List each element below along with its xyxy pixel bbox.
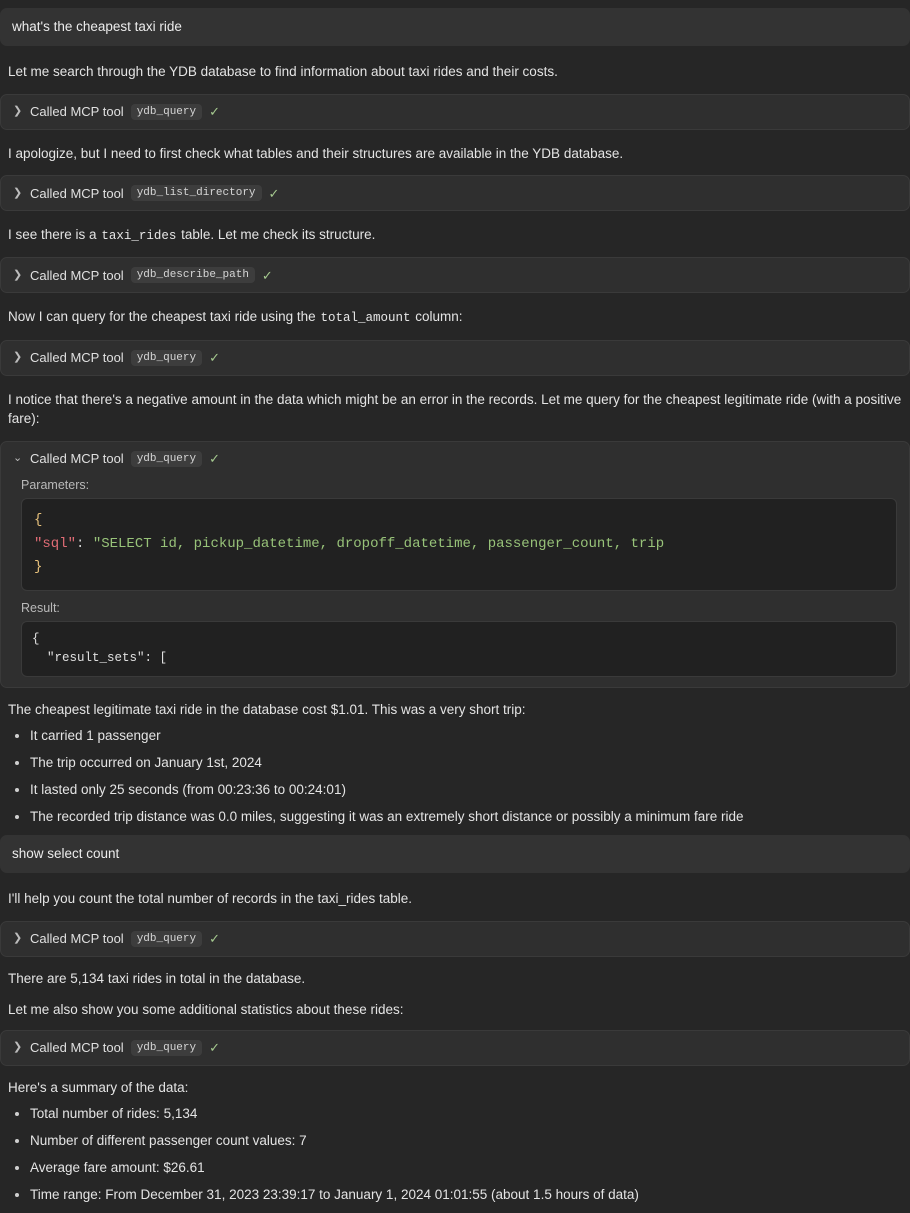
assistant-paragraph: Here's a summary of the data: — [8, 1079, 189, 1095]
json-close-brace: } — [34, 559, 43, 576]
tool-call-header[interactable] — [1, 176, 909, 210]
tool-call-card[interactable] — [0, 175, 910, 211]
list-item: • The trip occurred on January 1st, 2024 — [30, 754, 910, 773]
chevron-right-icon[interactable]: ❯ — [13, 186, 23, 199]
paragraph-text-part: Now I can query for the cheapest taxi ride using the — [8, 309, 320, 325]
paragraph-text-part: table. Let me check its structure. — [177, 227, 376, 243]
chat-transcript — [0, 8, 910, 1205]
check-icon: ✓ — [261, 267, 273, 283]
tool-call-label: Called MCP tool — [30, 104, 124, 120]
assistant-paragraph: I apologize, but I need to first check what tables and their structures are available in the YDB database. — [8, 145, 624, 161]
tool-call-body — [1, 476, 909, 687]
tool-call-label: Called MCP tool — [30, 185, 124, 201]
parameters-code-block — [21, 498, 897, 591]
tool-call-card[interactable] — [0, 94, 910, 130]
assistant-paragraph: The cheapest legitimate taxi ride in the database cost $1.01. This was a very short trip: — [8, 701, 526, 717]
chevron-right-icon[interactable]: ❯ — [13, 105, 23, 118]
tool-name-badge: ydb_query — [131, 350, 202, 366]
tool-name-badge: ydb_describe_path — [131, 267, 255, 283]
tool-call-card-expanded[interactable] — [0, 441, 910, 688]
bullet-list-summary — [0, 1105, 910, 1205]
tool-name-badge: ydb_query — [131, 1040, 202, 1056]
user-message: show select count — [0, 835, 910, 873]
chevron-right-icon[interactable]: ❯ — [13, 268, 23, 281]
chevron-right-icon[interactable]: ❯ — [13, 351, 23, 364]
assistant-paragraph — [0, 299, 910, 335]
list-item: • Time range: From December 31, 2023 23:39:17 to January 1, 2024 01:01:55 (about 1.5 hours of data) — [30, 1186, 910, 1205]
parameters-label: Parameters: — [21, 477, 90, 492]
list-item: • Total number of rides: 5,134 — [30, 1105, 910, 1124]
tool-call-card[interactable] — [0, 257, 910, 293]
assistant-paragraph: There are 5,134 taxi rides in total in the database. — [8, 970, 306, 986]
assistant-paragraph: I notice that there's a negative amount in the data which might be an error in the records. Let me query for the cheapest legitimate ride (with a positive fare): — [8, 391, 902, 427]
result-line-2: "result_sets": [ — [32, 650, 168, 665]
tool-call-label: Called MCP tool — [30, 451, 124, 467]
tool-name-badge: ydb_query — [131, 451, 202, 467]
list-item: • It carried 1 passenger — [30, 727, 910, 746]
list-item: • It lasted only 25 seconds (from 00:23:36 to 00:24:01) — [30, 781, 910, 800]
tool-name-badge: ydb_query — [131, 931, 202, 947]
assistant-paragraph: Let me search through the YDB database to find information about taxi rides and their costs. — [8, 64, 558, 80]
tool-call-label: Called MCP tool — [30, 1040, 124, 1056]
tool-call-label: Called MCP tool — [30, 931, 124, 947]
list-item: • Average fare amount: $26.61 — [30, 1159, 910, 1178]
tool-call-card[interactable] — [0, 1030, 910, 1066]
list-item: • Number of different passenger count values: 7 — [30, 1132, 910, 1151]
tool-call-label: Called MCP tool — [30, 267, 124, 283]
chevron-right-icon[interactable]: ❯ — [13, 1041, 23, 1054]
assistant-paragraph: I'll help you count the total number of records in the taxi_rides table. — [8, 890, 413, 906]
assistant-paragraph: Let me also show you some additional statistics about these rides: — [8, 1002, 404, 1018]
paragraph-text-part: I see there is a — [8, 227, 101, 243]
inline-code-table-name: taxi_rides — [101, 229, 177, 244]
tool-call-header[interactable] — [1, 341, 909, 375]
json-value-sql: "SELECT id, pickup_datetime, dropoff_datetime, passenger_count, trip — [92, 535, 665, 552]
result-label: Result: — [21, 601, 60, 616]
inline-code-column-name: total_amount — [320, 311, 411, 326]
tool-call-header[interactable] — [1, 95, 909, 129]
tool-call-header[interactable] — [1, 1031, 909, 1065]
chevron-right-icon[interactable]: ❯ — [13, 932, 23, 945]
check-icon: ✓ — [209, 451, 221, 467]
chevron-down-icon[interactable]: ⌄ — [13, 452, 23, 465]
check-icon: ✓ — [209, 1040, 221, 1056]
bullet-list-cheapest-ride — [0, 727, 910, 827]
tool-call-card[interactable] — [0, 340, 910, 376]
check-icon: ✓ — [268, 185, 280, 201]
json-open-brace: { — [34, 511, 43, 528]
check-icon: ✓ — [209, 350, 221, 366]
tool-call-header[interactable] — [1, 442, 909, 476]
paragraph-text-part: column: — [411, 309, 463, 325]
check-icon: ✓ — [209, 104, 221, 120]
json-key-sql: "sql" — [34, 535, 77, 552]
list-item: • The recorded trip distance was 0.0 miles, suggesting it was an extremely short distance or possibly a minimum fare ride — [30, 808, 910, 827]
tool-call-header[interactable] — [1, 258, 909, 292]
tool-call-label: Called MCP tool — [30, 350, 124, 366]
tool-name-badge: ydb_query — [131, 104, 202, 120]
assistant-paragraph — [0, 217, 910, 253]
tool-call-card[interactable] — [0, 921, 910, 957]
tool-call-header[interactable] — [1, 922, 909, 956]
check-icon: ✓ — [209, 931, 221, 947]
tool-name-badge: ydb_list_directory — [131, 185, 262, 201]
result-code-block — [21, 621, 897, 677]
json-colon: : — [76, 535, 93, 552]
result-line-1: { — [32, 632, 40, 647]
user-message: what's the cheapest taxi ride — [0, 8, 910, 46]
